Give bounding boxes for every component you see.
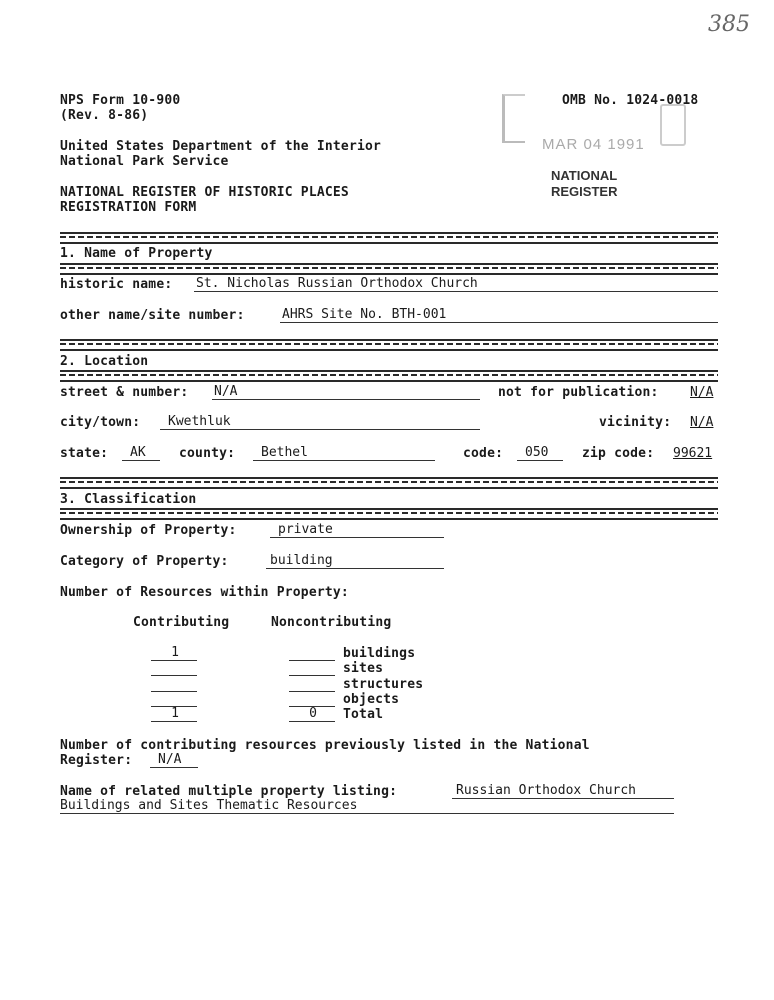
historic-name-value: St. Nicholas Russian Orthodox Church — [196, 276, 478, 291]
noncontributing-count — [289, 692, 335, 707]
section1-heading: 1. Name of Property — [60, 246, 213, 261]
noncontributing-count — [289, 661, 335, 676]
omb-number: OMB No. 1024-0018 — [562, 93, 699, 108]
stamp-national: NATIONAL — [551, 168, 618, 183]
ownership-label: Ownership of Property: — [60, 523, 237, 538]
contributing-count — [151, 661, 197, 676]
vicinity-value: N/A — [690, 415, 714, 430]
section-divider — [60, 232, 718, 244]
city-field — [160, 415, 480, 430]
section2-heading: 2. Location — [60, 354, 149, 369]
vicinity-label: vicinity: — [599, 415, 672, 430]
related-listing-value-line1: Russian Orthodox Church — [456, 783, 637, 798]
contributing-header: Contributing — [133, 615, 230, 630]
category-label: Category of Property: — [60, 554, 229, 569]
previously-listed-field — [150, 753, 198, 768]
form-revision: (Rev. 8-86) — [60, 108, 149, 123]
noncontributing-count — [289, 646, 335, 661]
form-id: NPS Form 10-900 — [60, 93, 181, 108]
resource-type-label: Total — [343, 707, 384, 722]
noncontributing-header: Noncontributing — [271, 615, 392, 630]
state-value: AK — [130, 445, 146, 460]
register-title: NATIONAL REGISTER OF HISTORIC PLACES — [60, 185, 349, 200]
street-field — [212, 385, 480, 400]
historic-name-field — [194, 277, 718, 292]
resource-type-label: objects — [343, 692, 400, 707]
street-value: N/A — [214, 384, 238, 399]
city-label: city/town: — [60, 415, 141, 430]
section-divider — [60, 263, 718, 275]
related-listing-label: Name of related multiple property listing: — [60, 784, 398, 799]
received-stamp — [500, 92, 690, 162]
state-label: state: — [60, 446, 109, 461]
county-field — [253, 446, 435, 461]
related-listing-field-line1 — [452, 784, 674, 799]
service: National Park Service — [60, 154, 229, 169]
code-label: code: — [463, 446, 504, 461]
related-listing-field-line2 — [60, 799, 674, 814]
historic-name-label: historic name: — [60, 277, 173, 292]
county-label: county: — [179, 446, 236, 461]
section-divider — [60, 339, 718, 351]
zip-value: 99621 — [673, 446, 713, 461]
previously-listed-value: N/A — [158, 752, 182, 767]
noncontributing-count — [289, 677, 335, 692]
code-field — [517, 446, 563, 461]
corner-handwritten-note: 385 — [708, 12, 750, 37]
section-divider — [60, 477, 718, 489]
resource-type-label: buildings — [343, 646, 416, 661]
department: United States Department of the Interior — [60, 139, 382, 154]
code-value: 050 — [525, 445, 549, 460]
not-for-publication-label: not for publication: — [498, 385, 659, 400]
contributing-count — [151, 677, 197, 692]
city-value: Kwethluk — [168, 414, 231, 429]
previously-listed-label: Number of contributing resources previously listed in the National — [60, 738, 590, 753]
ownership-field — [270, 523, 444, 538]
stamp-register: REGISTER — [551, 184, 618, 199]
other-name-field — [280, 308, 718, 323]
noncontributing-count: 0 — [289, 707, 335, 722]
contributing-count — [151, 692, 197, 707]
county-value: Bethel — [261, 445, 308, 460]
stamp-date: MAR 04 1991 — [542, 136, 645, 153]
category-field — [266, 554, 444, 569]
zip-label: zip code: — [582, 446, 655, 461]
contributing-count: 1 — [151, 646, 197, 661]
register-label: Register: — [60, 753, 133, 768]
state-field — [122, 446, 160, 461]
section-divider — [60, 370, 718, 382]
resource-type-label: structures — [343, 677, 424, 692]
other-name-label: other name/site number: — [60, 308, 245, 323]
related-listing-value-line2: Buildings and Sites Thematic Resources — [60, 798, 358, 813]
not-for-publication-value: N/A — [690, 385, 714, 400]
form-title: REGISTRATION FORM — [60, 200, 197, 215]
section3-heading: 3. Classification — [60, 492, 197, 507]
section-divider — [60, 508, 718, 520]
ownership-value: private — [278, 522, 333, 537]
street-label: street & number: — [60, 385, 189, 400]
category-value: building — [270, 553, 333, 568]
resources-label: Number of Resources within Property: — [60, 585, 349, 600]
contributing-count: 1 — [151, 707, 197, 722]
resource-type-label: sites — [343, 661, 384, 676]
other-name-value: AHRS Site No. BTH-001 — [282, 307, 447, 322]
